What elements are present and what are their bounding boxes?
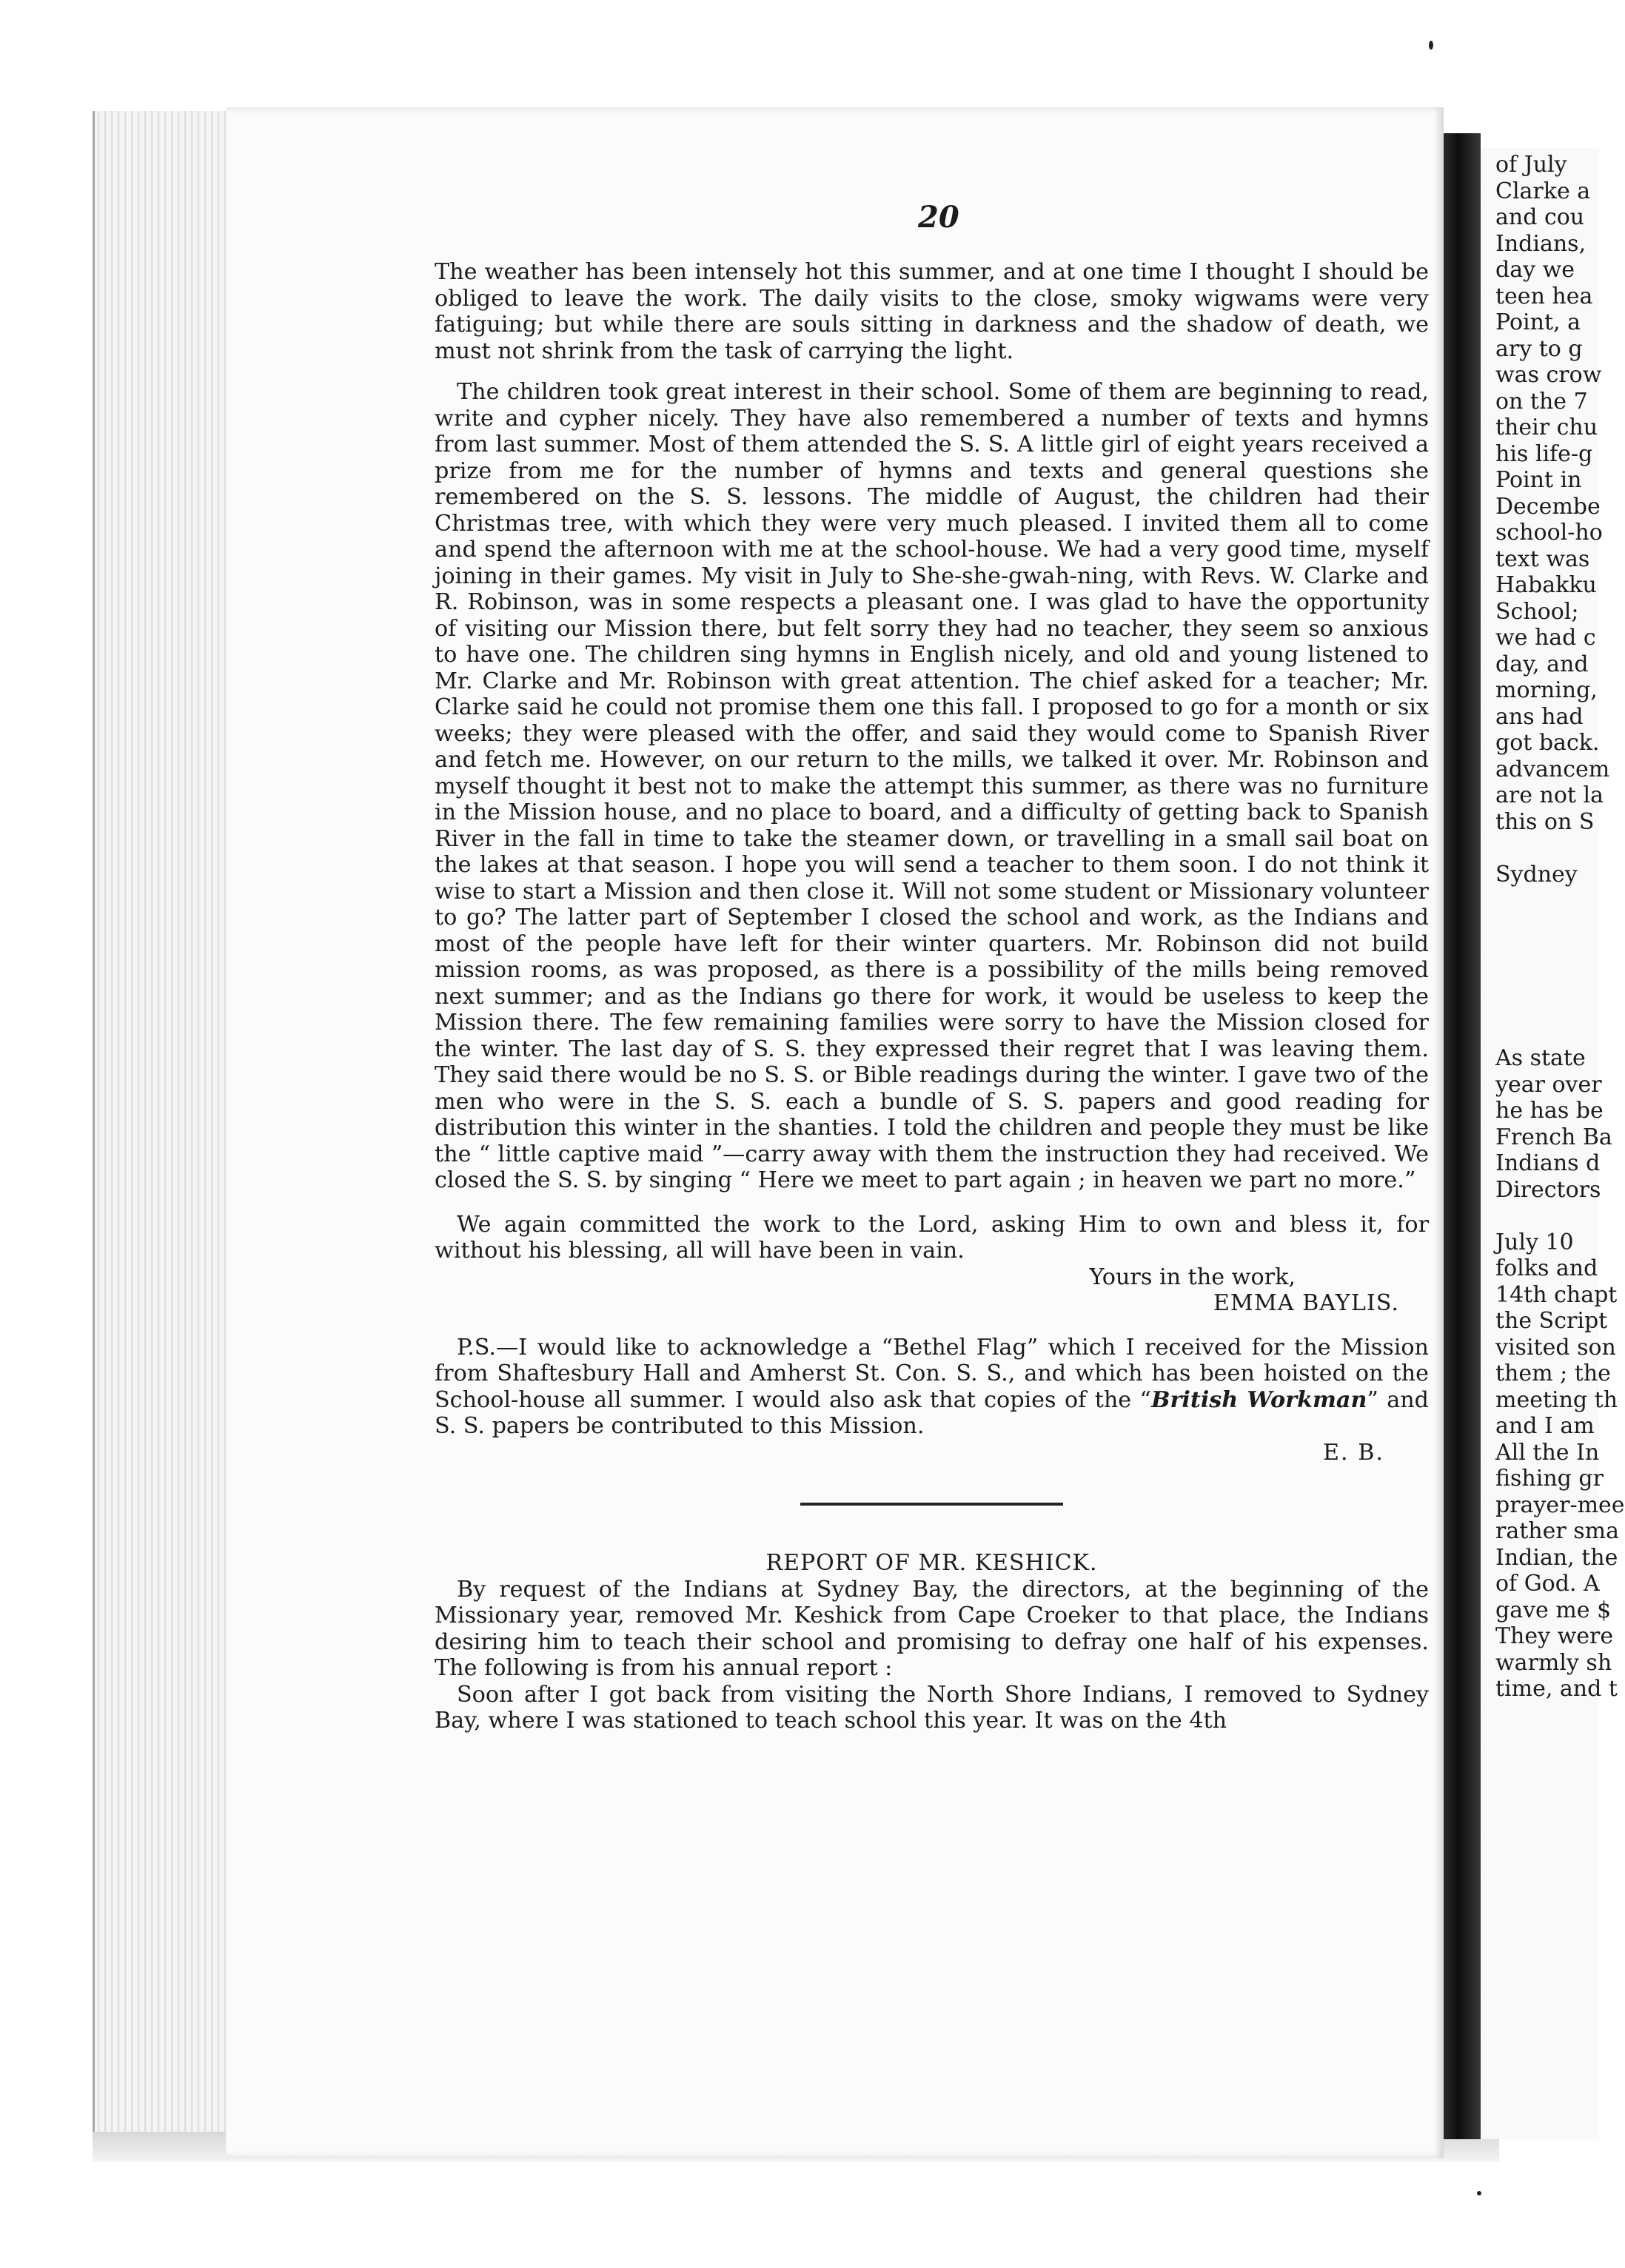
- next-page-line: School;: [1495, 598, 1579, 625]
- signature: EMMA BAYLIS.: [1213, 1290, 1399, 1316]
- next-page-line: on the 7: [1495, 388, 1588, 415]
- next-page-fragment: [1481, 148, 1625, 2139]
- next-page-line: Habakku: [1495, 572, 1597, 598]
- next-page-line: his life-g: [1495, 440, 1593, 467]
- next-page-line: July 10: [1495, 1229, 1574, 1255]
- postscript-text: P.S.—I would like to acknowledge a “Bethel Flag” which I received for the Mission from Shaftesbury Hall and Amherst St. Con. S. S., and which has been hoisted on the School-house all summer. I would also ask that copies of the “: [435, 1334, 1429, 1413]
- next-page-line: this on S: [1495, 808, 1595, 835]
- next-page-line: Directors: [1495, 1176, 1601, 1203]
- next-page-line: They were: [1495, 1623, 1614, 1649]
- postscript-text-end: ” and S. S. papers be contributed to this Mission.: [435, 1386, 1429, 1439]
- next-page-line: day, and: [1495, 651, 1589, 677]
- next-page-line: meeting th: [1495, 1386, 1618, 1413]
- section-divider: [800, 1503, 1063, 1506]
- next-page-line: we had c: [1495, 625, 1596, 651]
- paragraph-commitment: We again committed the work to the Lord, asking Him to own and bless it, for without his blessing, all will have been in vain.: [435, 1211, 1429, 1264]
- next-page-line: and I am: [1495, 1413, 1595, 1439]
- postscript-initials: E. B.: [1322, 1439, 1384, 1466]
- next-page-line: rather sma: [1495, 1518, 1619, 1544]
- next-page-line: them ; the: [1495, 1361, 1611, 1386]
- postscript: [435, 1335, 1429, 1440]
- next-page-line: Sydney: [1495, 861, 1578, 888]
- next-page-line: Indians,: [1495, 230, 1587, 257]
- next-page-line: fishing gr: [1495, 1466, 1604, 1492]
- next-page-line: day we: [1495, 257, 1575, 283]
- next-page-line: the Script: [1495, 1308, 1608, 1334]
- next-page-line: folks and: [1495, 1255, 1598, 1281]
- next-page-line: text was: [1495, 546, 1590, 572]
- paragraph-keshick-intro: By request of the Indians at Sydney Bay, the directors, at the beginning of the Missionary year, removed Mr. Keshick from Cape Croeker to that place, the Indians desiring him to teach their school and promising to defray one half of his expenses. The following is from his annual report :: [435, 1576, 1429, 1681]
- article-body: [435, 259, 1429, 1734]
- page-number: 20: [918, 200, 959, 235]
- next-page-line: Decembe: [1495, 493, 1601, 520]
- book-page-edges: [93, 111, 235, 2154]
- next-page-line: advancem: [1495, 756, 1610, 782]
- next-page-line: teen hea: [1495, 283, 1593, 309]
- section-heading: REPORT OF MR. KESHICK.: [765, 1550, 1098, 1576]
- scan-speck: [1429, 41, 1433, 50]
- next-page-line: school-ho: [1495, 520, 1603, 546]
- next-page-line: their chu: [1495, 415, 1598, 440]
- paragraph-weather: The weather has been intensely hot this summer, and at one time I thought I should be obliged to leave the work. The daily visits to the close, smoky wigwams were very fatiguing; but while there are souls sitting in darkness and the shadow of death, we must not shrink from the task of carrying the light.: [435, 259, 1429, 364]
- next-page-line: he has be: [1495, 1098, 1604, 1124]
- next-page-line: of July: [1495, 152, 1567, 178]
- next-page-line: of God. A: [1495, 1571, 1600, 1597]
- next-page-line: Point, a: [1495, 309, 1581, 335]
- paragraph-keshick-report: Soon after I got back from visiting the North Shore Indians, I removed to Sydney Bay, where I was stationed to teach school this year. It was on the 4th: [435, 1681, 1429, 1734]
- next-page-line: Indians d: [1495, 1150, 1601, 1176]
- next-page-line: gave me $: [1495, 1597, 1612, 1623]
- next-page-line: time, and t: [1495, 1676, 1618, 1702]
- next-page-line: got back.: [1495, 730, 1600, 756]
- postscript-italic-title: British Workman: [1150, 1386, 1367, 1413]
- closing-line: Yours in the work,: [1089, 1264, 1296, 1290]
- next-page-line: ary to g: [1495, 335, 1583, 362]
- next-page-line: morning,: [1495, 677, 1598, 703]
- next-page-line: 14th chapt: [1495, 1281, 1618, 1308]
- next-page-line: are not la: [1495, 782, 1604, 808]
- next-page-line: Clarke a: [1495, 178, 1591, 204]
- next-page-line: All the In: [1495, 1439, 1600, 1466]
- paragraph-school-report: The children took great interest in their school. Some of them are beginning to read, write and cypher nicely. They have also remembered a number of texts and hymns from last summer. Most of them attended the S. S. A little girl of eight years received a prize from me for the number of hymns and texts and general questions she remembered on the S. S. lessons. The middle of August, the children had their Christmas tree, with which they were very much pleased. I invited them all to come and spend the afternoon with me at the school-house. We had a very good time, myself joining in their games. My visit in July to She-she-gwah-ning, with Revs. W. Clarke and R. Robinson, was in some respects a pleasant one. I was glad to have the opportunity of visiting our Mission there, but felt sorry they had no teacher, they seem so anxious to have one. The children sing hymns in English nicely, and old and young listened to Mr. Clarke and Mr. Robinson with great attention. The chief asked for a teacher; Mr. Clarke said he could not promise them one this fall. I proposed to go for a month or six weeks; they were pleased with the offer, and said they would come to Spanish River and fetch me. However, on our return to the mills, we talked it over. Mr. Robinson and myself thought it best not to make the attempt this summer, as there was no furniture in the Mission house, and no place to board, and a difficulty of getting back to Spanish River in the fall in time to take the steamer down, or travelling in a small sail boat on the lakes at that season. I hope you will send a teacher to them soon. I do not think it wise to start a Mission and then close it. Will not some student or Missionary volunteer to go? The latter part of September I closed the school and work, as the Indians and most of the people have left for their winter quarters. Mr. Robinson did not build mission rooms, as was proposed, as there is a possibility of the mills being removed next summer; and as the Indians go there for work, it would be useless to keep the Mission there. The few remaining families were sorry to have the Mission closed for the winter. The last day of S. S. they expressed their regret that I was leaving them. They said there would be no S. S. or Bible readings during the winter. I gave two of the men who were in the S. S. each a bundle of S. S. papers and good reading for distribution this winter in the shanties. I told the children and people they must be like the “ little captive maid ”—carry away with them the instruction they had received. We closed the S. S. by singing “ Here we meet to part again ; in heaven we part no more.”: [435, 379, 1429, 1193]
- next-page-line: year over: [1495, 1071, 1602, 1098]
- book-gutter: [1444, 133, 1481, 2139]
- next-page-line: warmly sh: [1495, 1649, 1612, 1676]
- scan-speck: [1477, 2191, 1481, 2195]
- next-page-line: French Ba: [1495, 1124, 1612, 1150]
- next-page-line: and cou: [1495, 204, 1585, 230]
- next-page-line: prayer-mee: [1495, 1492, 1625, 1518]
- next-page-line: was crow: [1495, 362, 1602, 388]
- next-page-line: Indian, the: [1495, 1544, 1618, 1571]
- next-page-line: Point in: [1495, 467, 1582, 493]
- next-page-line: ans had: [1495, 703, 1584, 730]
- next-page-line: visited son: [1495, 1334, 1616, 1361]
- next-page-line: As state: [1495, 1045, 1586, 1071]
